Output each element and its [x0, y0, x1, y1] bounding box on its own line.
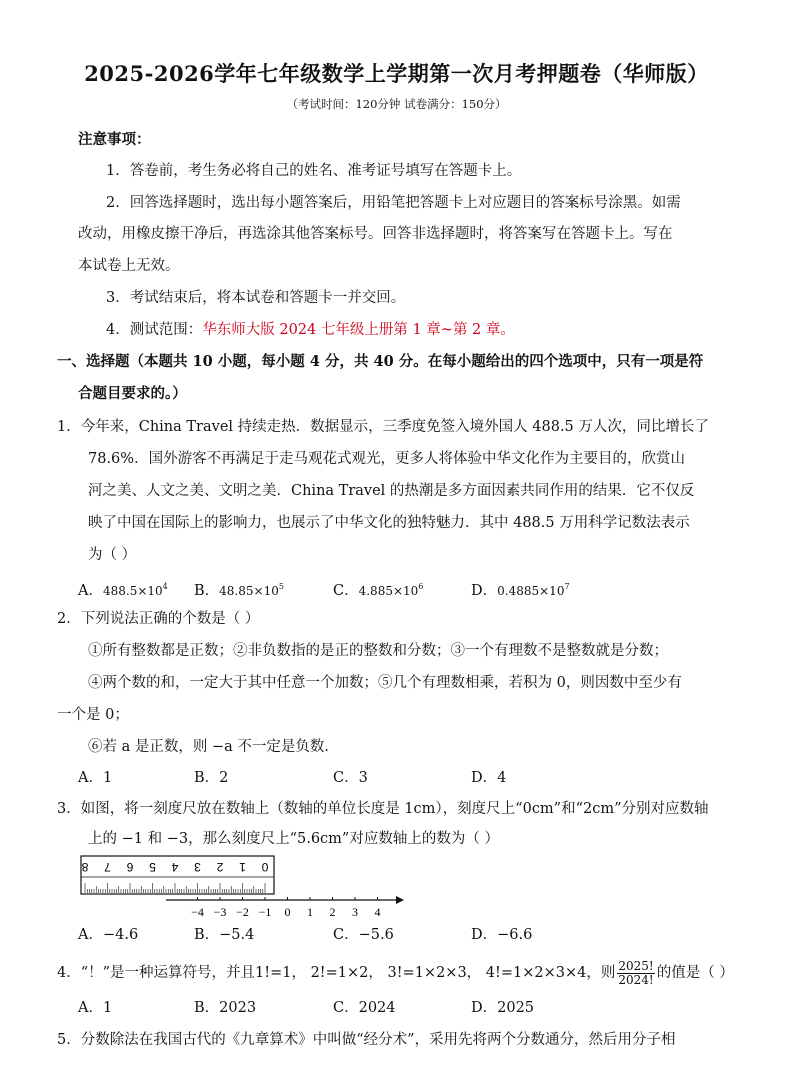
section-1-heading-cont: 合题目要求的。）: [78, 385, 187, 402]
notice-item-4-prefix: 4．测试范围：: [106, 322, 203, 338]
q2-line-4: 一个是 0；: [57, 707, 129, 723]
axis-label: −3: [213, 905, 227, 919]
q2-line-1: 2．下列说法正确的个数是（ ）: [57, 611, 260, 627]
axis-label: −2: [236, 905, 249, 919]
axis-label: 4: [374, 905, 381, 919]
notice-item-3: 3．考试结束后，将本试卷和答题卡一并交回。: [106, 290, 406, 306]
q1-option-b[interactable]: B．$48.85\times 10^5$: [194, 582, 284, 599]
notice-item-2: 2．回答选择题时，选出每小题答案后，用铅笔把答题卡上对应题目的答案标号涂黑。如需: [106, 195, 681, 211]
ruler-number-line-figure: [78, 853, 408, 923]
axis-label: 3: [352, 905, 358, 919]
ruler-label: 5: [149, 860, 156, 874]
q2-option-c[interactable]: C．3: [333, 770, 368, 786]
q1-option-a[interactable]: A．$488.5\times 10^4$: [78, 582, 168, 599]
q4-line: [57, 958, 734, 988]
q3-line-2: 上的 −1 和 −3，那么刻度尺上“5.6cm”对应数轴上的数为（ ）: [88, 831, 499, 847]
q2-option-a[interactable]: A．1: [78, 770, 113, 786]
ruler-label: 7: [104, 860, 111, 874]
axis-label: −4: [191, 905, 204, 919]
notice-item-2-cont: 改动，用橡皮擦干净后，再选涂其他答案标号。回答非选择题时，将答案写在答题卡上。写在: [78, 226, 673, 242]
section-1-heading: 一、选择题（本题共 10 小题，每小题 4 分，共 40 分。在每小题给出的四个选项中，只有一项是符: [57, 353, 704, 370]
ruler-label: 8: [81, 860, 89, 874]
q2-option-b[interactable]: B．2: [194, 770, 229, 786]
q4-suffix: 的值是（ ）: [656, 965, 734, 981]
ruler-label: 2: [216, 860, 224, 874]
q3-option-b[interactable]: B．−5.4: [194, 927, 255, 943]
notice-heading: 注意事项：: [78, 131, 151, 148]
q3-line-1: 3．如图，将一刻度尺放在数轴上（数轴的单位长度是 1cm），刻度尺上“0cm”和“2cm”分别对应数轴: [57, 801, 709, 817]
q4-fraction: $\frac{2025!}{2024!}$: [618, 958, 654, 987]
ruler-label: 3: [194, 860, 201, 874]
number-line-arrow: [396, 896, 404, 904]
q2-line-3: ④两个数的和，一定大于其中任意一个加数；⑤几个有理数相乘，若积为 0，则因数中至少有: [88, 675, 682, 691]
q2-line-5: ⑥若 a 是正数，则 −a 不一定是负数．: [88, 739, 339, 755]
notice-item-2-end: 本试卷上无效。: [78, 258, 180, 274]
axis-label: −1: [258, 905, 272, 919]
q3-option-a[interactable]: A．−4.6: [78, 927, 139, 943]
q2-line-2: ①所有整数都是正数；②非负数指的是正的整数和分数；③一个有理数不是整数就是分数；: [88, 643, 668, 659]
q1-line-1: 1．今年来，China Travel 持续走热．数据显示，三季度免签入境外国人 488.5 万人次，同比增长了: [57, 419, 709, 435]
q3-option-c[interactable]: C．−5.6: [333, 927, 394, 943]
q4-option-a[interactable]: A．1: [78, 1000, 113, 1016]
number-line-labels: [191, 905, 380, 919]
q1-line-3: 河之美、人文之美、文明之美．China Travel 的热潮是多方面因素共同作用的结果．它不仅反: [88, 483, 695, 499]
ruler-labels: [81, 860, 268, 874]
exam-subtitle: （考试时间：120分钟 试卷满分：150分）: [286, 97, 507, 111]
q4-option-b[interactable]: B．2023: [194, 1000, 257, 1016]
ruler-label: 4: [171, 860, 179, 874]
axis-label: 1: [307, 905, 313, 919]
q1-option-d[interactable]: D．$0.4885\times 10^7$: [471, 582, 570, 599]
q1-option-c[interactable]: C．$4.885\times 10^6$: [333, 582, 424, 599]
q4-prefix: 4．“！”是一种运算符号，并且1!=1， 2!=1×2， 3!=1×2×3， 4!=1×2×3×4，则: [57, 965, 616, 981]
ruler-label: 0: [261, 860, 269, 874]
test-range: 华东师大版 2024 七年级上册第 1 章~第 2 章。: [202, 322, 515, 338]
q5-line-1: 5．分数除法在我国古代的《九章算术》中叫做“经分术”，采用先将两个分数通分，然后用分子相: [57, 1032, 676, 1048]
ruler-label: 1: [239, 860, 246, 874]
q4-option-d[interactable]: D．2025: [471, 1000, 535, 1016]
axis-label: 2: [329, 905, 336, 919]
q3-option-d[interactable]: D．−6.6: [471, 927, 533, 943]
q1-line-2: 78.6%．国外游客不再满足于走马观花式观光，更多人将体验中华文化作为主要目的，欣赏山: [88, 451, 686, 467]
axis-label: 0: [284, 905, 291, 919]
ruler-label: 6: [126, 860, 134, 874]
notice-item-4: [106, 320, 515, 340]
notice-item-1: 1．答卷前，考生务必将自己的姓名、准考证号填写在答题卡上。: [106, 163, 522, 179]
exam-title: 2025-2026学年七年级数学上学期第一次月考押题卷（华师版）: [84, 61, 709, 86]
q2-option-d[interactable]: D．4: [471, 770, 507, 786]
q1-line-5: 为（ ）: [88, 547, 137, 563]
q1-line-4: 映了中国在国际上的影响力，也展示了中华文化的独特魅力．其中 488.5 万用科学记数法表示: [88, 515, 690, 531]
q4-option-c[interactable]: C．2024: [333, 1000, 396, 1016]
